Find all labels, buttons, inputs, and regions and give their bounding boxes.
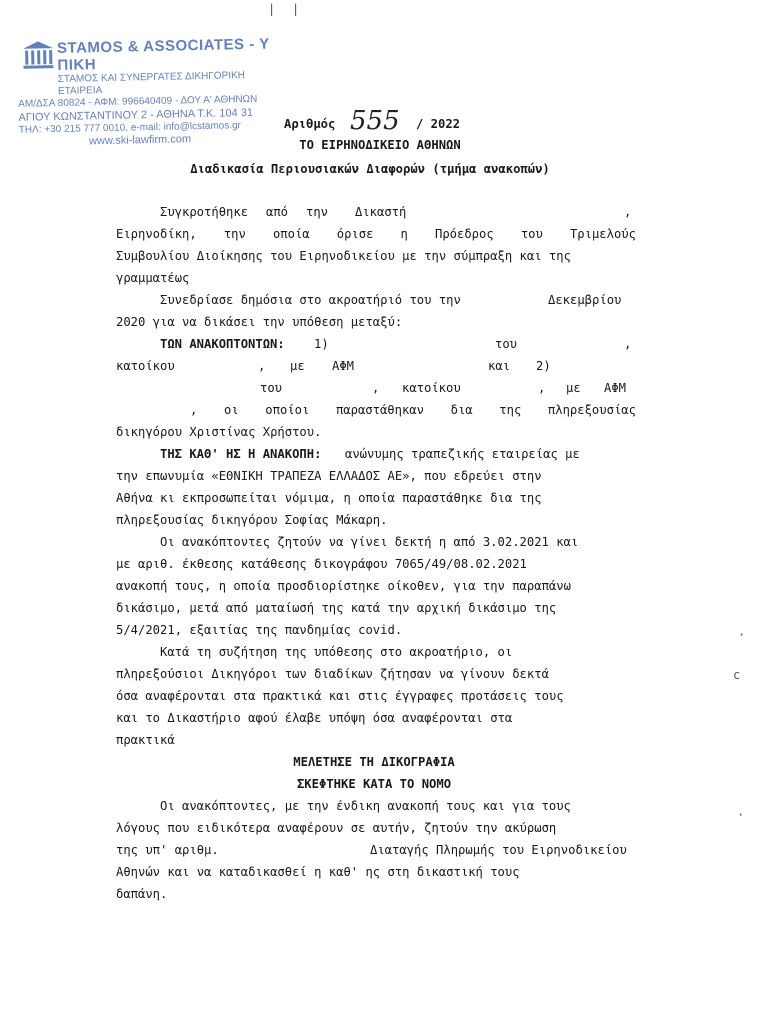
text-line: και το Δικαστήριο αφού έλαβε υπόψη όσα αναφέρονται στα xyxy=(116,711,513,725)
text-line: με αριθ. έκθεσης κατάθεσης δικογράφου 7065/49/08.02.2021 xyxy=(116,557,527,571)
word: η xyxy=(400,227,408,241)
word: , xyxy=(190,403,198,417)
text-line: Κατά τη συζήτηση της υπόθεσης στο ακροατήριο, οι xyxy=(160,645,513,659)
text-line: δαπάνη. xyxy=(116,887,168,901)
text-line: Δικαστή xyxy=(355,205,407,219)
word: οποία xyxy=(272,227,310,241)
text-line: της υπ' αριθμ. xyxy=(116,843,219,857)
scan-mark: | xyxy=(268,2,276,16)
text-line: Δεκεμβρίου xyxy=(548,293,622,307)
section-label-respondent: ΤΗΣ ΚΑΘ' ΗΣ Η ΑΝΑΚΟΠΗ: xyxy=(160,447,322,461)
word: δια xyxy=(450,403,473,417)
year: / 2022 xyxy=(416,117,461,131)
word: , xyxy=(372,381,380,395)
text-line: Συμβουλίου Διοίκησης του Ειρηνοδικείου με την σύμπραξη και της xyxy=(116,249,571,263)
text-line: πληρεξουσίας δικηγόρου Σοφίας Μάκαρη. xyxy=(116,513,388,527)
text-line: την xyxy=(306,205,329,219)
text-line xyxy=(116,227,636,241)
text-line: πληρεξούσιοι Δικηγόροι των διαδίκων ζήτησαν να γίνουν δεκτά xyxy=(116,667,549,681)
word: της xyxy=(499,403,522,417)
word: οι xyxy=(223,403,239,417)
columns-logo-icon xyxy=(21,40,56,71)
court-name: ΤΟ ΕΙΡΗΝΟΔΙΚΕΙΟ ΑΘΗΝΩΝ xyxy=(299,138,461,152)
text-line: του xyxy=(495,337,518,351)
word: Ειρηνοδίκη, xyxy=(116,227,197,241)
stamp-address: ΑΓΙΟΥ ΚΩΝΣΤΑΝΤΙΝΟΥ 2 - ΑΘΗΝΑ Τ.Κ. 104 31 xyxy=(18,106,254,124)
word: του xyxy=(260,381,283,395)
text-line: λόγους που ειδικότερα αναφέρουν σε αυτήν, ζητούν την ακύρωση xyxy=(116,821,557,835)
word: Πρόεδρος xyxy=(435,227,494,241)
text-line: όσα αναφέρονται στα πρακτικά και στις έγγραφες προτάσεις τους xyxy=(116,689,564,703)
text-line: 5/4/2021, εξαιτίας της πανδημίας covid. xyxy=(116,623,403,637)
procedure-title: Διαδικασία Περιουσιακών Διαφορών (τμήμα ανακοπών) xyxy=(190,162,550,176)
word: Τριμελούς xyxy=(569,227,636,241)
scan-mark: · xyxy=(737,808,745,822)
law-firm-stamp xyxy=(17,35,289,149)
text-line: δικηγόρου Χριστίνας Χρήστου. xyxy=(116,425,322,439)
text-line xyxy=(190,403,636,417)
scan-mark: · xyxy=(738,628,746,642)
word: παραστάθηκαν xyxy=(335,403,424,417)
stamp-phone: ΤΗΛ: +30 215 777 0010, e-mail: info@lcstamos.gr xyxy=(18,120,242,136)
stamp-subtitle: ΣΤΑΜΟΣ ΚΑΙ ΣΥΝΕΡΓΑΤΕΣ ΔΙΚΗΓΟΡΙΚΗ ΕΤΑΙΡΕΙΑ xyxy=(57,70,246,97)
text-line: ανακοπή τους, η οποία προσδιορίστηκε οίκοθεν, για την παραπάνω xyxy=(116,579,571,593)
word: πληρεξουσίας xyxy=(547,403,636,417)
heading-studied: ΜΕΛΕΤΗΣΕ ΤΗ ΔΙΚΟΓΡΑΦΙΑ xyxy=(293,755,455,769)
word: , xyxy=(258,359,266,373)
text-line: Οι ανακόπτοντες ζητούν να γίνει δεκτή η από 3.02.2021 και xyxy=(160,535,579,549)
text-line: Συγκροτήθηκε xyxy=(160,205,249,219)
heading-considered: ΣΚΕΦΤΗΚΕ ΚΑΤΑ ΤΟ ΝΟΜΟ xyxy=(296,777,452,791)
text-line: την επωνυμία «ΕΘΝΙΚΗ ΤΡΑΠΕΖΑ ΕΛΛΑΔΟΣ ΑΕ», που εδρεύει στην xyxy=(116,469,542,483)
text-line: από xyxy=(266,205,289,219)
word: κατοίκου xyxy=(116,359,175,373)
text-line: 1) xyxy=(314,337,329,351)
text-line: πρακτικά xyxy=(116,733,175,747)
section-label-applicants: ΤΩΝ ΑΝΑΚΟΠΤΟΝΤΩΝ: xyxy=(160,337,285,351)
word: με xyxy=(566,381,581,395)
word: οποίοι xyxy=(265,403,310,417)
text-line: Διαταγής Πληρωμής του Ειρηνοδικείου xyxy=(370,843,627,857)
text-line: ανώνυμης τραπεζικής εταιρείας με xyxy=(345,447,580,461)
scan-mark: c xyxy=(733,668,741,682)
number-label: Αριθμός xyxy=(284,117,336,131)
text-line: Αθήνα κι εκπροσωπείται νόμιμα, η οποία παραστάθηκε δια της xyxy=(116,491,542,505)
word: 2) xyxy=(536,359,551,373)
stamp-website: www.ski-lawfirm.com xyxy=(88,133,192,148)
text-line: , xyxy=(624,205,632,219)
word: κατοίκου xyxy=(402,381,461,395)
word: την xyxy=(223,227,246,241)
text-line: 2020 για να δικάσει την υπόθεση μεταξύ: xyxy=(116,315,403,329)
word: και xyxy=(488,359,511,373)
text-line: γραμματέως xyxy=(116,271,190,285)
word: του xyxy=(520,227,543,241)
word: ΑΦΜ xyxy=(604,381,627,395)
word: ΑΦΜ xyxy=(332,359,355,373)
text-line: Συνεδρίασε δημόσια στο ακροατήριό του την xyxy=(160,293,461,307)
stamp-firm-name: STAMOS & ASSOCIATES - Y ΠΙΚΗ xyxy=(56,35,270,74)
handwritten-number: 555 xyxy=(350,106,400,136)
text-line: Οι ανακόπτοντες, με την ένδικη ανακοπή τους και για τους xyxy=(160,799,571,813)
stamp-ids: ΑΜ/ΔΣΑ 80824 - ΑΦΜ: 996640409 - ΔΟΥ Α' ΑΘΗΝΩΝ xyxy=(18,93,258,110)
word: , xyxy=(538,381,546,395)
text-line: Αθηνών και να καταδικασθεί η καθ' ης στη δικαστική τους xyxy=(116,865,520,879)
text-line: δικάσιμο, μετά από ματαίωσή της κατά την αρχική δικάσιμο της xyxy=(116,601,557,615)
text-line: , xyxy=(624,337,632,351)
scan-mark: | xyxy=(292,2,300,16)
word: όρισε xyxy=(336,227,374,241)
word: με xyxy=(290,359,305,373)
